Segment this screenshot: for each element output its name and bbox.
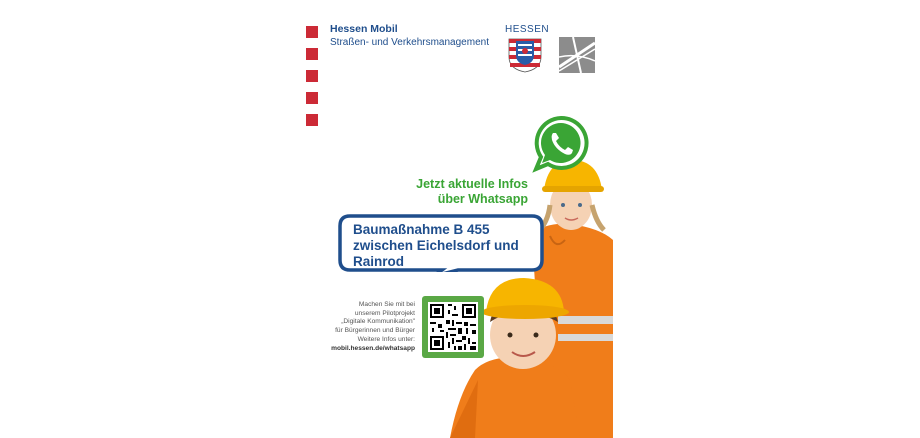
construction-title	[353, 222, 543, 270]
qr-code-box	[422, 296, 484, 358]
organization-line1: Hessen Mobil	[330, 23, 398, 35]
hessen-label: HESSEN	[505, 24, 550, 35]
info-line: unserem Pilotprojekt	[354, 309, 415, 317]
title-line2: zwischen Eichelsdorf und	[353, 238, 519, 253]
promo-line2: über Whatsapp	[437, 192, 528, 206]
title-line3: Rainrod	[353, 254, 405, 269]
flyer	[300, 0, 613, 438]
title-line1: Baumaßnahme B 455	[353, 222, 490, 237]
info-line: Weitere Infos unter:	[357, 335, 415, 343]
info-line: für Bürgerinnen und Bürger	[335, 327, 415, 335]
qr-code-icon[interactable]	[428, 302, 478, 352]
whatsapp-promo-text	[380, 177, 528, 207]
promo-line1: Jetzt aktuelle Infos	[416, 177, 528, 191]
whatsapp-icon	[532, 115, 590, 173]
pilot-project-info	[310, 301, 415, 353]
organization-line2: Straßen- und Verkehrsmanagement	[330, 37, 489, 48]
info-line: Machen Sie mit bei	[358, 301, 415, 308]
info-line: „Digitale Kommunikation"	[341, 318, 415, 326]
info-url-link[interactable]: mobil.hessen.de/whatsapp	[331, 344, 415, 352]
